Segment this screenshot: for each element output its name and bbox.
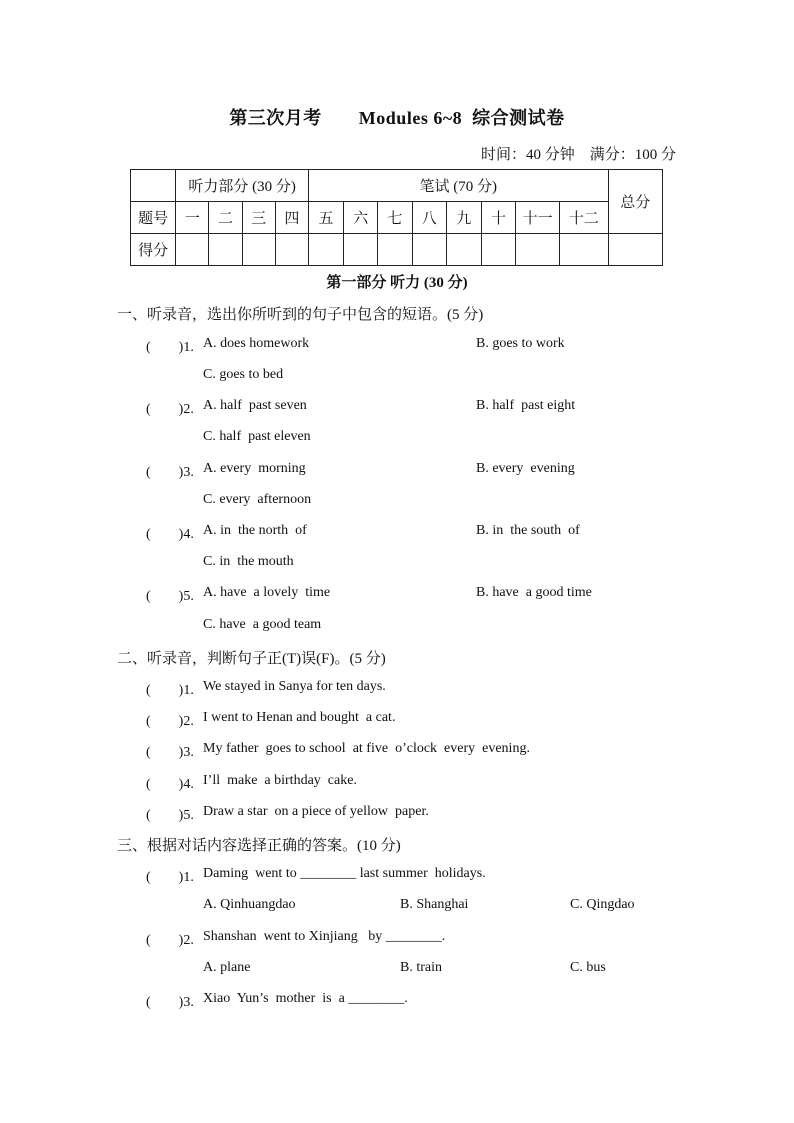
column-label: 二 xyxy=(209,202,242,234)
option-a: A. does homework xyxy=(203,336,310,351)
option-a: A. every morning xyxy=(203,461,306,476)
question-text: My father goes to school at five o’clock every evening. xyxy=(203,741,530,756)
question-number: ( )3. xyxy=(146,465,194,480)
option-c: C. Qingdao xyxy=(570,897,635,912)
column-label: 四 xyxy=(275,202,308,234)
option-a: A. Qinhuangdao xyxy=(203,897,296,912)
score-table-header-row xyxy=(131,170,663,202)
exam-title: 第三次月考 Modules 6~8 综合测试卷 xyxy=(229,108,565,128)
option-b: B. goes to work xyxy=(476,336,565,351)
option-a: A. in the north of xyxy=(203,523,307,538)
question-number: ( )2. xyxy=(146,933,194,948)
option-c: C. in the mouth xyxy=(203,554,294,569)
listening-part-header: 听力部分 (30 分) xyxy=(176,170,309,202)
part3-heading: 三、根据对话内容选择正确的答案。(10 分) xyxy=(117,838,401,854)
option-b: B. train xyxy=(400,960,442,975)
question-number-row xyxy=(131,202,663,234)
time-and-score-info: 时间：40 分钟 满分：100 分 xyxy=(480,147,676,163)
column-label: 一 xyxy=(176,202,209,234)
score-cell xyxy=(308,234,343,266)
column-label: 九 xyxy=(446,202,481,234)
question-number: ( )4. xyxy=(146,527,194,542)
question-number: ( )4. xyxy=(146,777,194,792)
column-label: 十 xyxy=(481,202,515,234)
question-text: Xiao Yun’s mother is a ________. xyxy=(203,991,408,1006)
score-cell xyxy=(412,234,446,266)
option-b: B. every evening xyxy=(476,461,575,476)
option-a: A. plane xyxy=(203,960,251,975)
option-c: C. goes to bed xyxy=(203,367,284,382)
column-label: 十二 xyxy=(560,202,608,234)
option-a: A. half past seven xyxy=(203,398,307,413)
option-c: C. every afternoon xyxy=(203,492,312,507)
question-number: ( )2. xyxy=(146,714,194,729)
question-number: ( )1. xyxy=(146,340,194,355)
question-number: ( )1. xyxy=(146,683,194,698)
column-label: 三 xyxy=(242,202,275,234)
score-cell xyxy=(516,234,560,266)
question-number: ( )5. xyxy=(146,589,194,604)
total-score-header: 总分 xyxy=(608,170,662,234)
score-row xyxy=(131,234,663,266)
column-label: 十一 xyxy=(516,202,560,234)
written-part-header: 笔试 (70 分) xyxy=(308,170,608,202)
score-cell xyxy=(176,234,209,266)
part1-heading: 一、听录音，选出你所听到的句子中包含的短语。(5 分) xyxy=(117,307,484,323)
question-number: ( )2. xyxy=(146,402,194,417)
score-cell xyxy=(344,234,378,266)
score-cell xyxy=(560,234,608,266)
question-text: I went to Henan and bought a cat. xyxy=(203,710,396,725)
option-c: C. have a good team xyxy=(203,617,322,632)
question-number: ( )5. xyxy=(146,808,194,823)
column-label: 七 xyxy=(378,202,412,234)
score-cell xyxy=(446,234,481,266)
score-row-label: 得分 xyxy=(131,234,176,266)
question-number-label: 题号 xyxy=(131,202,176,234)
option-b: B. have a good time xyxy=(476,585,592,600)
score-cell xyxy=(275,234,308,266)
score-table-corner-cell xyxy=(131,170,176,202)
option-c: C. half past eleven xyxy=(203,429,311,444)
score-cell xyxy=(481,234,515,266)
question-text: Draw a star on a piece of yellow paper. xyxy=(203,804,429,819)
question-text: I’ll make a birthday cake. xyxy=(203,773,357,788)
score-cell xyxy=(378,234,412,266)
score-table xyxy=(130,169,663,266)
part2-heading: 二、听录音，判断句子正(T)误(F)。(5 分) xyxy=(117,651,386,667)
option-b: B. half past eight xyxy=(476,398,576,413)
option-b: B. in the south of xyxy=(476,523,580,538)
question-text: Daming went to ________ last summer holidays. xyxy=(203,866,486,881)
total-score-cell xyxy=(608,234,662,266)
option-a: A. have a lovely time xyxy=(203,585,331,600)
score-cell xyxy=(242,234,275,266)
column-label: 五 xyxy=(308,202,343,234)
option-b: B. Shanghai xyxy=(400,897,469,912)
section-title: 第一部分 听力 (30 分) xyxy=(326,275,468,291)
question-number: ( )3. xyxy=(146,745,194,760)
option-c: C. bus xyxy=(570,960,606,975)
score-cell xyxy=(209,234,242,266)
column-label: 六 xyxy=(344,202,378,234)
question-text: We stayed in Sanya for ten days. xyxy=(203,679,386,694)
column-label: 八 xyxy=(412,202,446,234)
question-number: ( )1. xyxy=(146,870,194,885)
question-text: Shanshan went to Xinjiang by ________. xyxy=(203,929,446,944)
question-number: ( )3. xyxy=(146,995,194,1010)
